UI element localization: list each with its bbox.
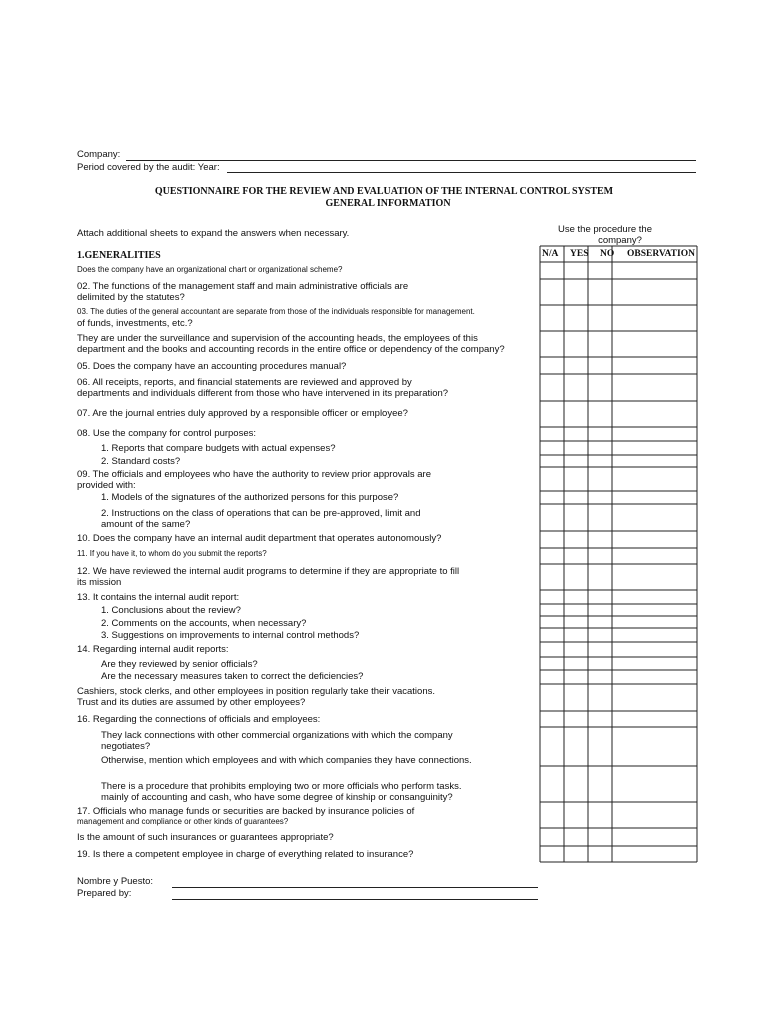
question-13-1: 1. Conclusions about the review? (101, 605, 241, 616)
question-16-3-line2: mainly of accounting and cash, who have some degree of kinship or consanguinity? (101, 792, 453, 803)
company-label: Company: (77, 149, 121, 160)
question-15-line2: Trust and its duties are assumed by other employees? (77, 697, 306, 708)
procedure-note-2: company? (598, 235, 642, 246)
question-02-line2: delimited by the statutes? (77, 292, 185, 303)
question-09-line2: provided with: (77, 480, 136, 491)
question-16-1-line1: They lack connections with other commercial organizations with which the company (101, 730, 453, 741)
question-16: 16. Regarding the connections of officials and employees: (77, 714, 321, 725)
question-01: Does the company have an organizational chart or organizational scheme? (77, 265, 343, 274)
prepared-by-field-line[interactable] (172, 899, 538, 900)
instructions: Attach additional sheets to expand the answers when necessary. (77, 228, 350, 239)
question-11: 11. If you have it, to whom do you submit the reports? (77, 549, 267, 558)
question-17-line1: 17. Officials who manage funds or securities are backed by insurance policies of (77, 806, 415, 817)
section-title: 1.GENERALITIES (77, 250, 161, 261)
prepared-by-label: Prepared by: (77, 888, 132, 899)
question-19: 19. Is there a competent employee in charge of everything related to insurance? (77, 849, 414, 860)
document-title: QUESTIONNAIRE FOR THE REVIEW AND EVALUATION OF THE INTERNAL CONTROL SYSTEM (154, 186, 614, 197)
question-08-1: 1. Reports that compare budgets with actual expenses? (101, 443, 336, 454)
document-subtitle: GENERAL INFORMATION (325, 198, 451, 209)
question-18: Is the amount of such insurances or guarantees appropriate? (77, 832, 334, 843)
question-14-1: Are they reviewed by senior officials? (101, 659, 258, 670)
question-09-1: 1. Models of the signatures of the authorized persons for this purpose? (101, 492, 399, 503)
question-14: 14. Regarding internal audit reports: (77, 644, 229, 655)
header-yes: YES (570, 249, 589, 259)
question-12-line1: 12. We have reviewed the internal audit programs to determine if they are appropriate to fill (77, 566, 460, 577)
question-05: 05. Does the company have an accounting procedures manual? (77, 361, 347, 372)
name-position-field-line[interactable] (172, 887, 538, 888)
question-04-line1: They are under the surveillance and supervision of the accounting heads, the employees of this (77, 333, 478, 344)
question-16-3-line1: There is a procedure that prohibits employing two or more officials who perform tasks. (101, 781, 462, 792)
question-06-line2: departments and individuals different from those who have intervened in its preparation? (77, 388, 449, 399)
header-na: N/A (542, 249, 559, 259)
question-13-2: 2. Comments on the accounts, when necessary? (101, 618, 307, 629)
header-observation: OBSERVATION (627, 249, 695, 259)
question-04-line2: department and the books and accounting records in the entire office or dependency of the company? (77, 344, 505, 355)
header-no: NO (600, 249, 615, 259)
question-03-line1: 03. The duties of the general accountant are separate from those of the individuals responsible for management. (77, 307, 475, 316)
question-13: 13. It contains the internal audit report: (77, 592, 240, 603)
question-16-1-line2: negotiates? (101, 741, 151, 752)
question-09-2-line2: amount of the same? (101, 519, 191, 530)
question-02-line1: 02. The functions of the management staff and main administrative officials are (77, 281, 409, 292)
question-09-line1: 09. The officials and employees who have the authority to review prior approvals are (77, 469, 431, 480)
procedure-note-1: Use the procedure the (557, 224, 652, 235)
period-label: Period covered by the audit: Year: (77, 162, 220, 173)
question-16-2: Otherwise, mention which employees and with which companies they have connections. (101, 755, 472, 766)
question-03-line2: of funds, investments, etc.? (77, 318, 193, 329)
name-position-label: Nombre y Puesto: (77, 876, 154, 887)
question-10: 10. Does the company have an internal audit department that operates autonomously? (77, 533, 442, 544)
question-15-line1: Cashiers, stock clerks, and other employees in position regularly take their vacations. (77, 686, 436, 697)
question-17-line2: management and compliance or other kinds of guarantees? (77, 817, 289, 826)
question-06-line1: 06. All receipts, reports, and financial statements are reviewed and approved by (77, 377, 412, 388)
question-08: 08. Use the company for control purposes: (77, 428, 257, 439)
question-13-3: 3. Suggestions on improvements to internal control methods? (101, 630, 360, 641)
question-12-line2: its mission (77, 577, 122, 588)
question-07: 07. Are the journal entries duly approved by a responsible officer or employee? (77, 408, 408, 419)
question-08-2: 2. Standard costs? (101, 456, 181, 467)
question-09-2-line1: 2. Instructions on the class of operations that can be pre-approved, limit and (101, 508, 421, 519)
question-14-2: Are the necessary measures taken to correct the deficiencies? (101, 671, 364, 682)
